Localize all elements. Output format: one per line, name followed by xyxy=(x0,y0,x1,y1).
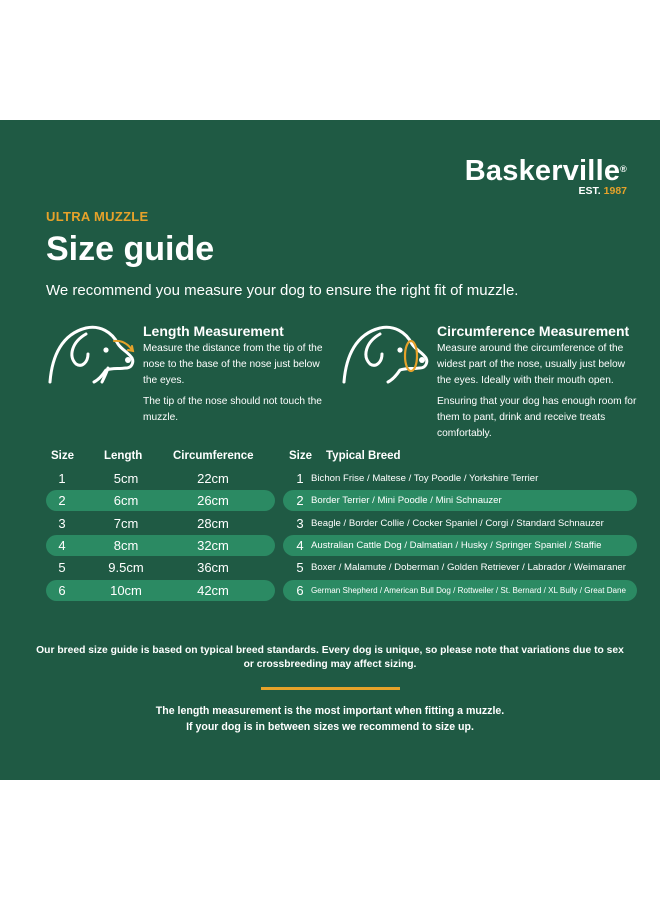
header-length: Length xyxy=(104,450,143,462)
circumference-cell: 36cm xyxy=(197,560,229,575)
breed-cell: Beagle / Border Collie / Cocker Spaniel / Corgi / Standard Schnauzer xyxy=(311,518,604,529)
divider-line xyxy=(261,687,400,690)
circumference-text-1: Measure around the circumference of the widest part of the nose, usually just below the eyes. Ideally with their mouth open. xyxy=(437,343,626,386)
header-circumference: Circumference xyxy=(173,450,254,462)
length-heading: Length Measurement xyxy=(143,323,284,339)
brand-name: Baskerville xyxy=(464,155,621,187)
dog-circumference-icon xyxy=(340,320,432,386)
header-typical-breed: Typical Breed xyxy=(326,450,401,462)
size-cell: 4 xyxy=(58,538,66,553)
header-size: Size xyxy=(51,450,75,462)
length-measurement xyxy=(143,323,333,431)
size-cell: 3 xyxy=(58,516,66,531)
circumference-heading: Circumference Measurement xyxy=(437,323,630,339)
length-cell: 5cm xyxy=(113,471,139,486)
closing-note xyxy=(30,703,630,735)
length-cell: 7cm xyxy=(113,516,139,531)
product-eyebrow: ULTRA MUZZLE xyxy=(46,209,149,224)
length-text-1: Measure the distance from the tip of the nose to the base of the nose just below the eyes. xyxy=(143,343,323,386)
breed-size-cell: 3 xyxy=(296,516,304,531)
length-cell: 9.5cm xyxy=(108,560,144,575)
size-cell: 5 xyxy=(58,560,66,575)
breed-cell: Boxer / Malamute / Doberman / Golden Retriever / Labrador / Weimaraner xyxy=(311,562,626,573)
size-cell: 2 xyxy=(58,493,66,508)
circumference-text-2: Ensuring that your dog has enough room for them to pant, drink and receive treats comfortably. xyxy=(437,396,637,439)
length-text-2: The tip of the nose should not touch the muzzle. xyxy=(143,396,322,423)
length-cell: 8cm xyxy=(113,538,139,553)
closing-line-2: If your dog is in between sizes we recommend to size up. xyxy=(186,721,474,733)
intro-text: We recommend you measure your dog to ensure the right fit of muzzle. xyxy=(46,282,519,299)
circumference-cell: 32cm xyxy=(197,538,229,553)
length-cell: 10cm xyxy=(110,583,142,598)
closing-line-1: The length measurement is the most important when fitting a muzzle. xyxy=(155,705,505,717)
breed-size-cell: 1 xyxy=(296,471,304,486)
breed-footnote: Our breed size guide is based on typical breed standards. Every dog is unique, so please note that variations due to sex or crossbreeding may affect sizing. xyxy=(36,645,624,670)
page-title: Size guide xyxy=(46,230,215,268)
registered-mark: ® xyxy=(620,164,627,174)
dog-length-icon xyxy=(46,320,138,386)
breed-cell: German Shepherd / American Bull Dog / Rottweiler / St. Bernard / XL Bully / Great Dane xyxy=(311,586,627,595)
circumference-cell: 28cm xyxy=(197,516,229,531)
circumference-measurement xyxy=(437,323,637,447)
breed-size-cell: 6 xyxy=(296,583,304,598)
breed-cell: Australian Cattle Dog / Dalmatian / Husky / Springer Spaniel / Staffie xyxy=(311,540,602,551)
header-size-breed: Size xyxy=(289,450,313,462)
breed-size-cell: 2 xyxy=(296,493,304,508)
breed-cell: Bichon Frise / Maltese / Toy Poodle / Yorkshire Terrier xyxy=(311,473,539,484)
breed-size-cell: 4 xyxy=(296,538,304,553)
brand-logo xyxy=(465,155,627,197)
size-guide-panel xyxy=(0,120,660,780)
brand-est-prefix: EST. xyxy=(578,185,601,197)
length-cell: 6cm xyxy=(113,493,139,508)
circumference-cell: 42cm xyxy=(197,583,229,598)
breed-size-cell: 5 xyxy=(296,560,304,575)
circumference-cell: 26cm xyxy=(197,493,229,508)
size-cell: 6 xyxy=(58,583,66,598)
brand-est-year: 1987 xyxy=(603,185,627,197)
circumference-cell: 22cm xyxy=(197,471,229,486)
breed-cell: Border Terrier / Mini Poodle / Mini Schnauzer xyxy=(311,495,502,506)
size-cell: 1 xyxy=(58,471,66,486)
